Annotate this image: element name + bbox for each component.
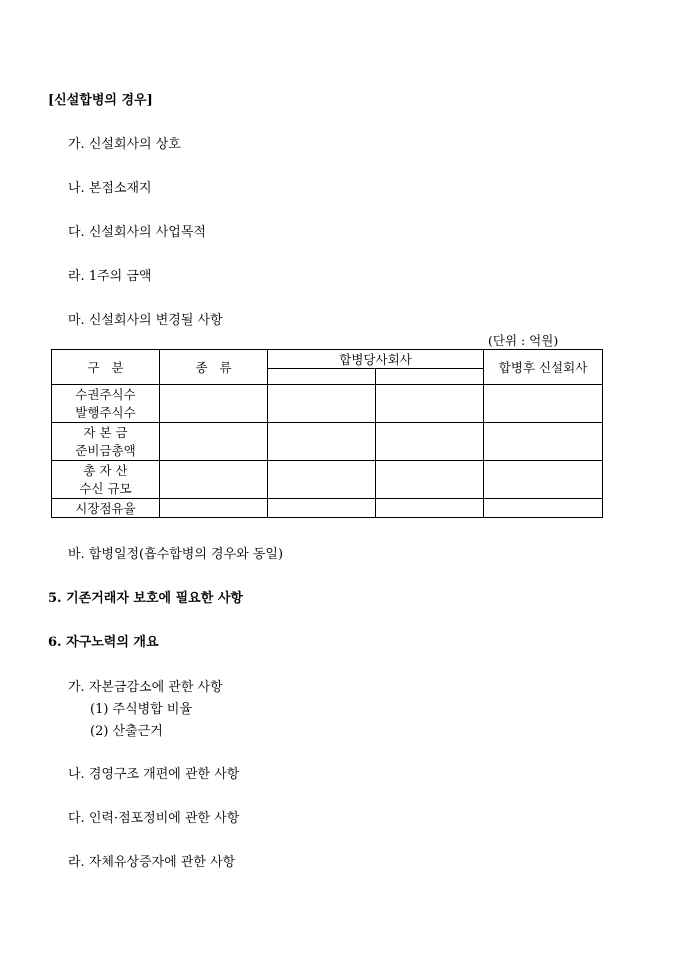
table-cell xyxy=(484,499,603,518)
row-label-line: 총 자 산 xyxy=(83,462,128,478)
table-cell xyxy=(268,461,376,499)
row-label xyxy=(52,385,160,423)
item-da-staff-branch-adjustment: 다. 인력·점포정비에 관한 사항 xyxy=(68,811,240,826)
row-label xyxy=(52,423,160,461)
unit-label: (단위 : 억원) xyxy=(488,333,559,348)
row-label-line: 수신 규모 xyxy=(79,480,132,496)
item-ga-company-name: 가. 신설회사의 상호 xyxy=(68,137,181,152)
table-cell xyxy=(160,423,268,461)
section-5-heading: 5. 기존거래자 보호에 필요한 사항 xyxy=(48,591,243,606)
item-ga-capital-reduction: 가. 자본금감소에 관한 사항 xyxy=(68,680,223,695)
table-cell xyxy=(268,499,376,518)
header-new-company: 합병후 신설회사 xyxy=(484,350,603,385)
item-na-head-office: 나. 본점소재지 xyxy=(68,181,152,196)
header-category: 구 분 xyxy=(52,350,160,385)
header-merging-company-2 xyxy=(376,369,484,385)
section-6-heading: 6. 자구노력의 개요 xyxy=(48,635,159,650)
sub-item-calculation-basis: (2) 산출근거 xyxy=(90,724,163,739)
table-row xyxy=(52,499,603,518)
section-heading-new-merger: [신설합병의 경우] xyxy=(48,93,153,108)
item-da-business-purpose: 다. 신설회사의 사업목적 xyxy=(68,225,206,240)
table-row xyxy=(52,461,603,499)
row-label-line: 자 본 금 xyxy=(83,424,128,440)
table-cell xyxy=(376,499,484,518)
header-type: 종 류 xyxy=(160,350,268,385)
item-ba-merger-schedule: 바. 합병일정(흡수합병의 경우와 동일) xyxy=(68,547,284,562)
table-cell xyxy=(376,423,484,461)
table-cell xyxy=(160,499,268,518)
table-cell xyxy=(268,423,376,461)
table-cell xyxy=(484,423,603,461)
row-label xyxy=(52,461,160,499)
table-cell xyxy=(484,385,603,423)
table-cell xyxy=(376,385,484,423)
header-merging-company-1 xyxy=(268,369,376,385)
row-label: 시장점유율 xyxy=(52,499,160,518)
table-cell xyxy=(484,461,603,499)
row-label-line: 발행주식수 xyxy=(75,404,136,420)
row-label-line: 수권주식수 xyxy=(75,386,136,402)
header-merging-companies: 합병당사회사 xyxy=(268,350,484,369)
table-cell xyxy=(268,385,376,423)
table-row xyxy=(52,385,603,423)
row-label-line: 준비금총액 xyxy=(75,442,136,458)
item-na-management-restructuring: 나. 경영구조 개편에 관한 사항 xyxy=(68,767,240,782)
sub-item-share-consolidation-ratio: (1) 주식병합 비율 xyxy=(90,702,193,717)
table-cell xyxy=(160,461,268,499)
table-cell xyxy=(160,385,268,423)
table-cell xyxy=(376,461,484,499)
item-ra-share-amount: 라. 1주의 금액 xyxy=(68,269,152,284)
item-ra-rights-offering: 라. 자체유상증자에 관한 사항 xyxy=(68,855,236,870)
table-row xyxy=(52,423,603,461)
merger-table xyxy=(51,349,603,518)
item-ma-changes: 마. 신설회사의 변경될 사항 xyxy=(68,313,223,328)
